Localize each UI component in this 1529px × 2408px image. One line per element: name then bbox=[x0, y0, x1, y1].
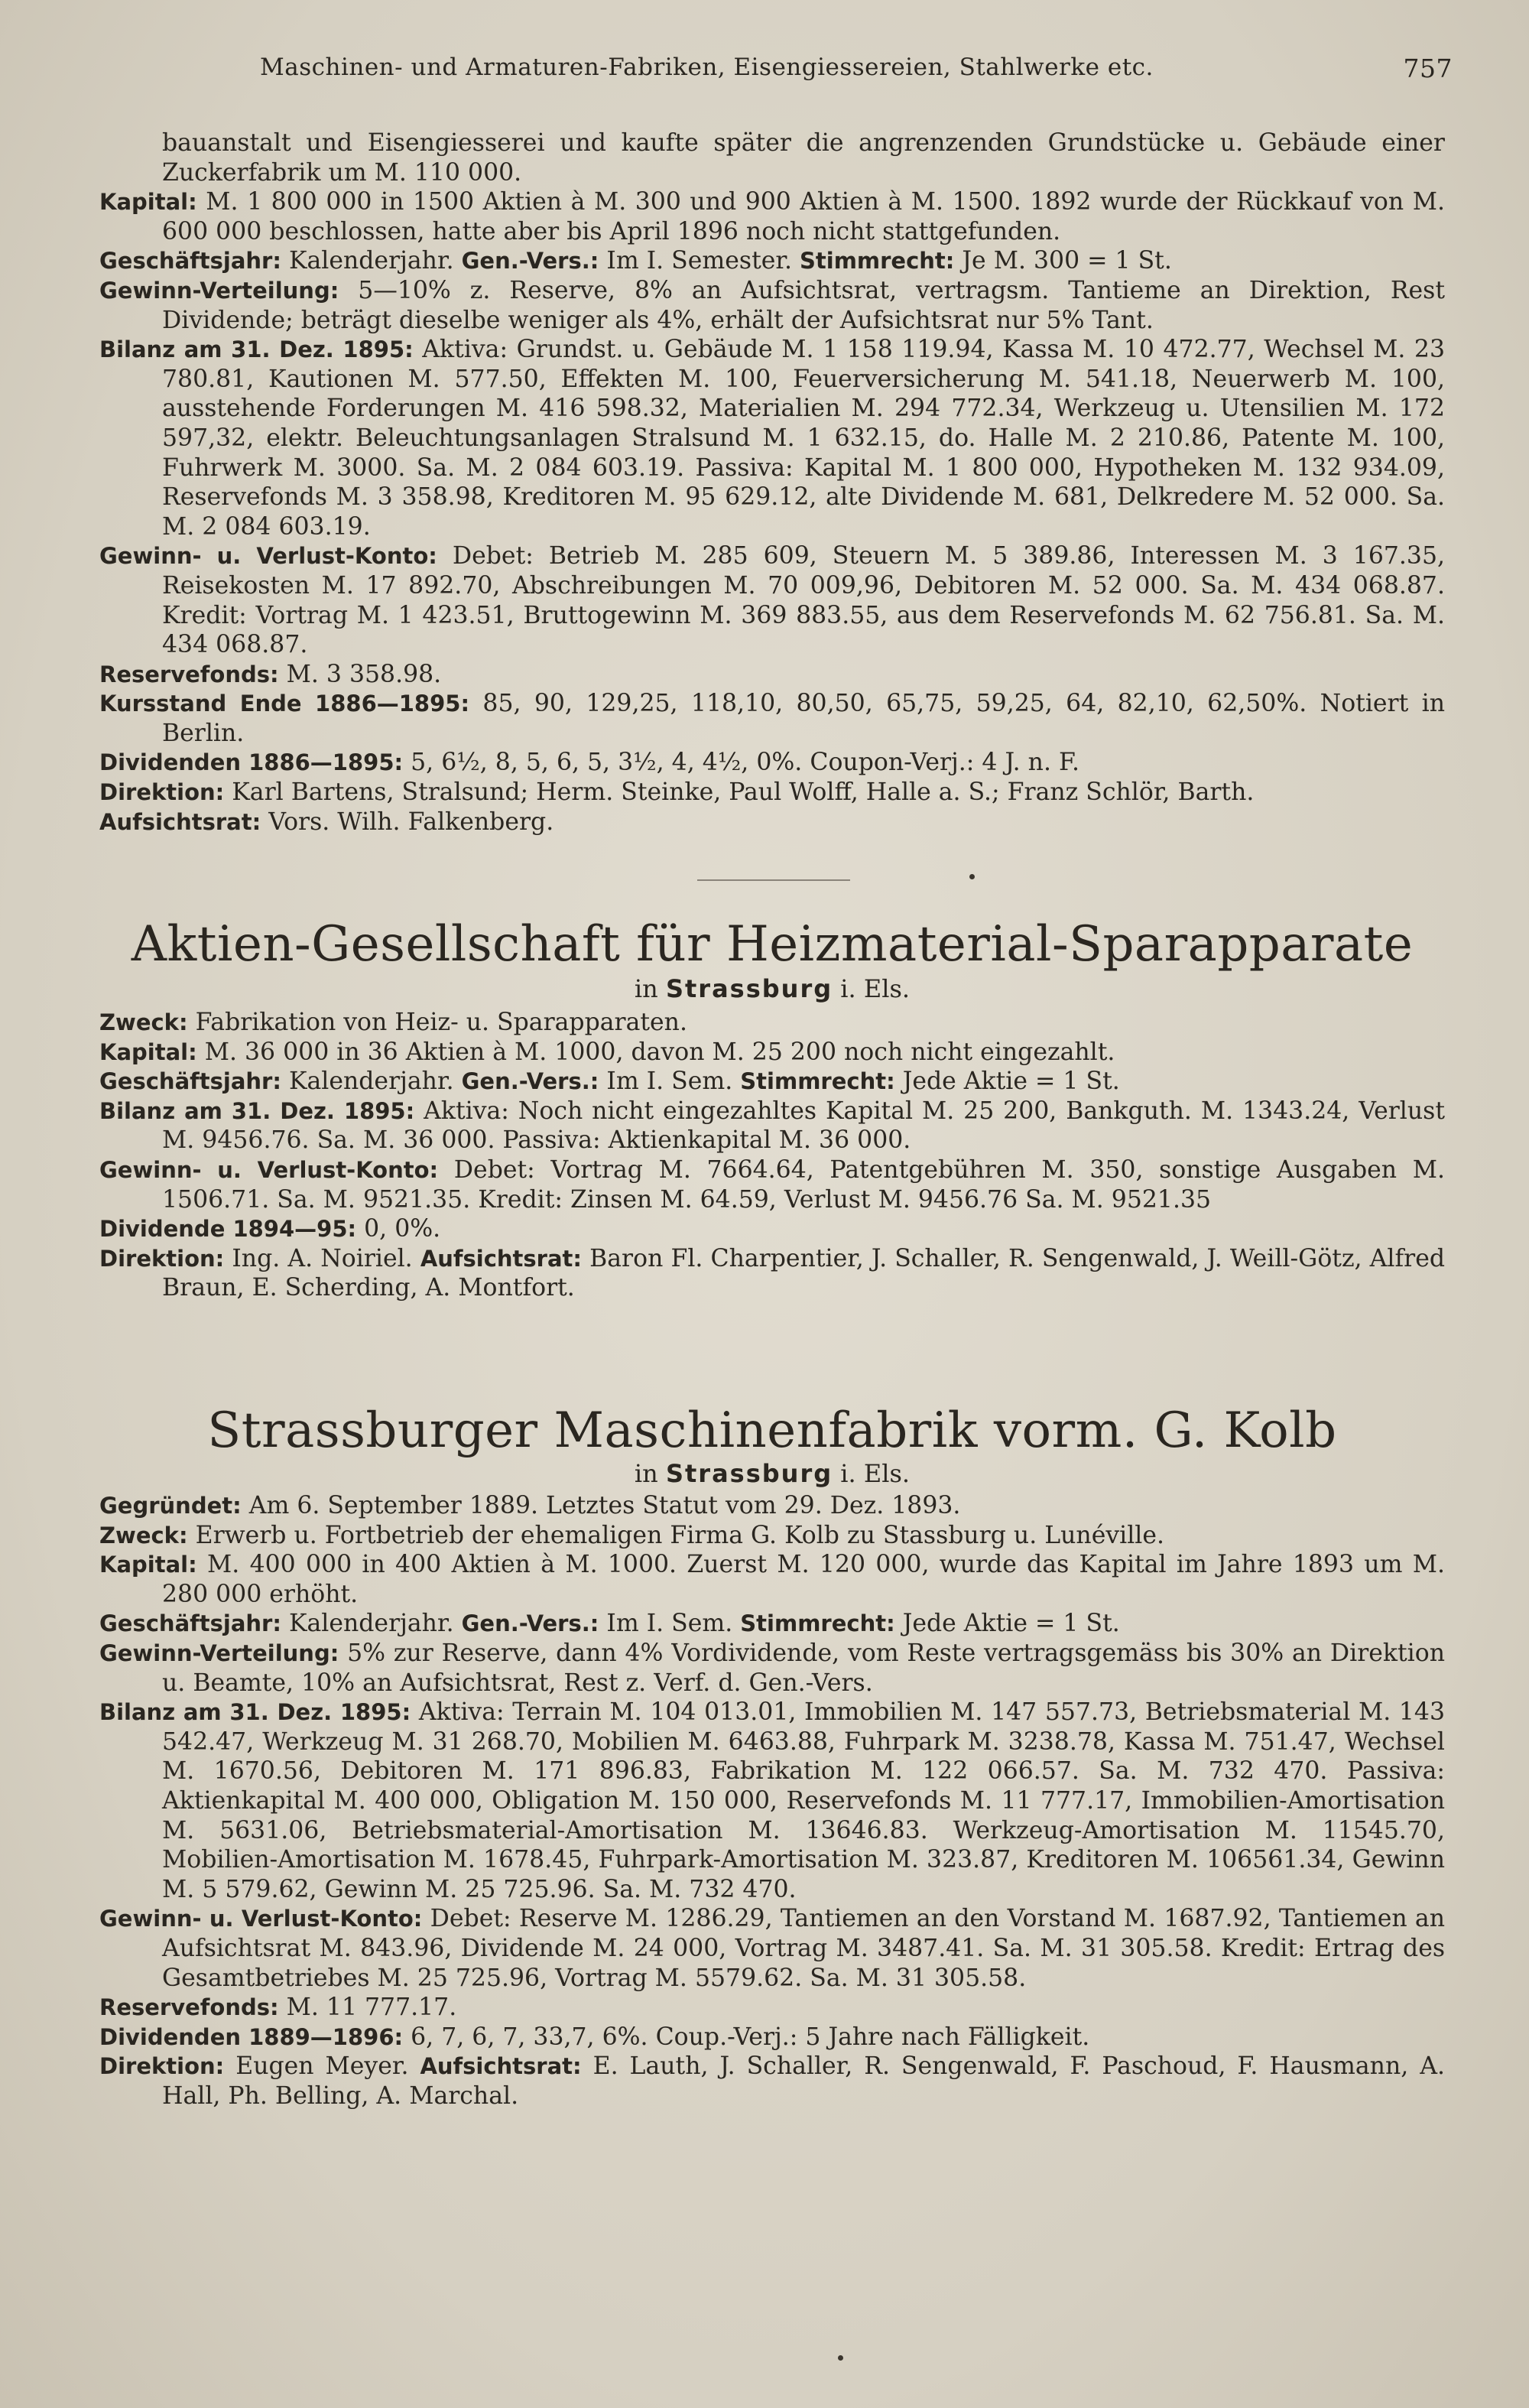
entry-gewinn-verlust: Gewinn- u. Verlust-Konto: Debet: Vortrag M. 7664.64, Patentgebühren M. 350, sonstige Ausgaben M. 1506.71. Sa. M. 9521.35. Kredit: Zinsen M. 64.59, Verlust M. 9456.76 Sa. M. 9521.35 bbox=[99, 1155, 1446, 1214]
entry-geschaeftsjahr: Geschäftsjahr: Kalenderjahr. Gen.-Vers.: Im I. Sem. Stimmrecht: Jede Aktie = 1 St. bbox=[99, 1068, 1120, 1096]
entry-bilanz: Bilanz am 31. Dez. 1895: Aktiva: Noch nicht eingezahltes Kapital M. 25 200, Bankguth. M. 1343.24, Verlust M. 9456.76. Sa. M. 36 000. Passiva: Aktienkapital M. 36 000. bbox=[99, 1097, 1445, 1155]
running-head-title: Maschinen- und Armaturen-Fabriken, Eisengiessereien, Stahlwerke etc. bbox=[260, 54, 1154, 81]
entry-bilanz: Bilanz am 31. Dez. 1895: Aktiva: Grundst. u. Gebäude M. 1 158 119.94, Kassa M. 10 472.77, Wechsel M. 23 780.81, Kautionen M. 577.50, Effekten M. 100, Feuerversicherung M. 541.18, Neuerwerb M. 100, ausstehende Forderungen M. 416 598.32, Materialien M. 294 772.34, Werkzeug u. Utensilien M. 172 597,32, elektr. Beleuchtungsanlagen Stralsund M. 1 632.15, do. Halle M. 2 210.86, Patente M. 100, Fuhrwerk M. 3000. Sa. M. 2 084 603.19. Passiva: Kapital M. 1 800 000, Hypotheken M. 132 934.09, Reservefonds M. 3 358.98, Kreditoren M. 95 629.12, alte Dividende M. 681, Delkredere M. 52 000. Sa. M. 2 084 603.19. bbox=[99, 336, 1446, 541]
entry-direktion: Direktion: Ing. A. Noiriel. Aufsichtsrat: Baron Fl. Charpentier, J. Schaller, R. Sengenwald, J. Weill-Götz, Alfred Braun, E. Scherding, A. Montfort. bbox=[99, 1244, 1445, 1302]
entry-aufsichtsrat: Aufsichtsrat: Vors. Wilh. Falkenberg. bbox=[99, 808, 554, 836]
company-title: Aktien-Gesellschaft für Heizmaterial-Sparapparate bbox=[131, 916, 1414, 973]
entry-reservefonds: Reservefonds: M. 11 777.17. bbox=[99, 1994, 457, 2022]
company-title: Strassburger Maschinenfabrik vorm. G. Kolb bbox=[207, 1402, 1337, 1459]
entry-direktion: Direktion: Karl Bartens, Stralsund; Herm. Steinke, Paul Wolff, Halle a. S.; Franz Schlör, Barth. bbox=[99, 778, 1255, 807]
entry-bilanz: Bilanz am 31. Dez. 1895: Aktiva: Terrain M. 104 013.01, Immobilien M. 147 557.73, Betriebsmaterial M. 143 542.47, Werkzeug M. 31 268.70, Mobilien M. 6463.88, Fuhrpark M. 3238.78, Kassa M. 751.47, Wechsel M. 1670.56, Debitoren M. 171 896.83, Fabrikation M. 122 066.57. Sa. M. 732 470. Passiva: Aktienkapital M. 400 000, Obligation M. 150 000, Reservefonds M. 11 777.17, Immobilien-Amortisation M. 5631.06, Betriebsmaterial-Amortisation M. 13646.83. Werkzeug-Amortisation M. 11545.70, Mobilien-Amortisation M. 1678.45, Fuhrpark-Amortisation M. 323.87, Kreditoren M. 106561.34, Gewinn M. 5 579.62, Gewinn M. 25 725.96. Sa. M. 732 470. bbox=[99, 1698, 1445, 1903]
continuation-text: bauanstalt und Eisengiesserei und kaufte später die angrenzenden Grundstücke u. Gebäude einer Zuckerfabrik um M. 110 000. bbox=[162, 129, 1445, 187]
entry-dividenden: Dividenden 1889—1896: 6, 7, 6, 7, 33,7, 6%. Coup.-Verj.: 5 Jahre nach Fälligkeit. bbox=[99, 2023, 1090, 2051]
entry-gewinn-verteilung: Gewinn-Verteilung: 5% zur Reserve, dann 4% Vordividende, vom Reste vertragsgemäss bis 30% an Direktion u. Beamte, 10% an Aufsichtsrat, Rest z. Verf. d. Gen.-Vers. bbox=[99, 1639, 1445, 1697]
ink-dot bbox=[969, 874, 975, 879]
section-3 bbox=[99, 1491, 1445, 2111]
entry-reservefonds: Reservefonds: M. 3 358.98. bbox=[99, 660, 442, 688]
entry-kursstand: Kursstand Ende 1886—1895: 85, 90, 129,25, 118,10, 80,50, 65,75, 59,25, 64, 82,10, 62,50%. Notiert in Berlin. bbox=[99, 690, 1445, 747]
page-number: 757 bbox=[1403, 54, 1453, 83]
entry-direktion: Direktion: Eugen Meyer. Aufsichtsrat: E. Lauth, J. Schaller, R. Sengenwald, F. Paschoud, F. Hausmann, A. Hall, Ph. Belling, A. Marchal. bbox=[99, 2052, 1445, 2110]
section-2 bbox=[99, 1008, 1445, 1303]
entry-geschaeftsjahr: Geschäftsjahr: Kalenderjahr. Gen.-Vers.: Im I. Sem. Stimmrecht: Jede Aktie = 1 St. bbox=[99, 1610, 1120, 1638]
entry-geschaeftsjahr: Geschäftsjahr: Kalenderjahr. Gen.-Vers.: Im I. Semester. Stimmrecht: Je M. 300 = 1 St. bbox=[99, 247, 1172, 275]
ink-dot bbox=[838, 2355, 843, 2361]
entry-gewinn-verteilung: Gewinn-Verteilung: 5—10% z. Reserve, 8% an Aufsichtsrat, vertragsm. Tantieme an Direktion, Rest Dividende; beträgt dieselbe weniger als 4%, erhält der Aufsichtsrat nur 5% Tant. bbox=[99, 276, 1446, 334]
section-divider bbox=[697, 879, 850, 881]
entry-dividenden: Dividenden 1886—1895: 5, 6½, 8, 5, 6, 5, 3½, 4, 4½, 0%. Coupon-Verj.: 4 J. n. F. bbox=[99, 749, 1079, 777]
entry-gewinn-verlust: Gewinn- u. Verlust-Konto: Debet: Reserve M. 1286.29, Tantiemen an den Vorstand M. 1687.92, Tantiemen an Aufsichtsrat M. 843.96, Dividende M. 24 000, Vortrag M. 3487.41. Sa. M. 31 305.58. Kredit: Ertrag des Gesamtbetriebes M. 25 725.96, Vortrag M. 5579.62. Sa. M. 31 305.58. bbox=[99, 1905, 1445, 1992]
entry-kapital: Kapital: M. 400 000 in 400 Aktien à M. 1000. Zuerst M. 120 000, wurde das Kapital im Jahre 1893 um M. 280 000 erhöht. bbox=[99, 1551, 1446, 1608]
entry-kapital: Kapital: M. 36 000 in 36 Aktien à M. 1000, davon M. 25 200 noch nicht eingezahlt. bbox=[99, 1038, 1115, 1066]
entry-dividende: Dividende 1894—95: 0, 0%. bbox=[99, 1215, 441, 1243]
running-head bbox=[260, 54, 1453, 81]
section-1 bbox=[99, 128, 1445, 837]
entry-gewinn-verlust: Gewinn- u. Verlust-Konto: Debet: Betrieb M. 285 609, Steuern M. 5 389.86, Interessen M. 3 167.35, Reisekosten M. 17 892.70, Abschreibungen M. 70 009,96, Debitoren M. 52 000. Sa. M. 434 068.87. Kredit: Vortrag M. 1 423.51, Bruttogewinn M. 369 883.55, aus dem Reservefonds M. 62 756.81. Sa. M. 434 068.87. bbox=[99, 542, 1446, 659]
entry-gegruendet: Gegründet: Am 6. September 1889. Letztes Statut vom 29. Dez. 1893. bbox=[99, 1492, 961, 1519]
entry-zweck: Zweck: Erwerb u. Fortbetrieb der ehemaligen Firma G. Kolb zu Stassburg u. Lunéville. bbox=[99, 1521, 1165, 1549]
company-location: in Strassburg i. Els. bbox=[634, 974, 911, 1003]
company-location: in Strassburg i. Els. bbox=[634, 1459, 911, 1488]
entry-kapital: Kapital: M. 1 800 000 in 1500 Aktien à M. 300 und 900 Aktien à M. 1500. 1892 wurde der Rückkauf von M. 600 000 beschlossen, hatte aber bis April 1896 noch nicht stattgefunden. bbox=[99, 188, 1445, 245]
entry-zweck: Zweck: Fabrikation von Heiz- u. Sparapparaten. bbox=[99, 1009, 687, 1036]
